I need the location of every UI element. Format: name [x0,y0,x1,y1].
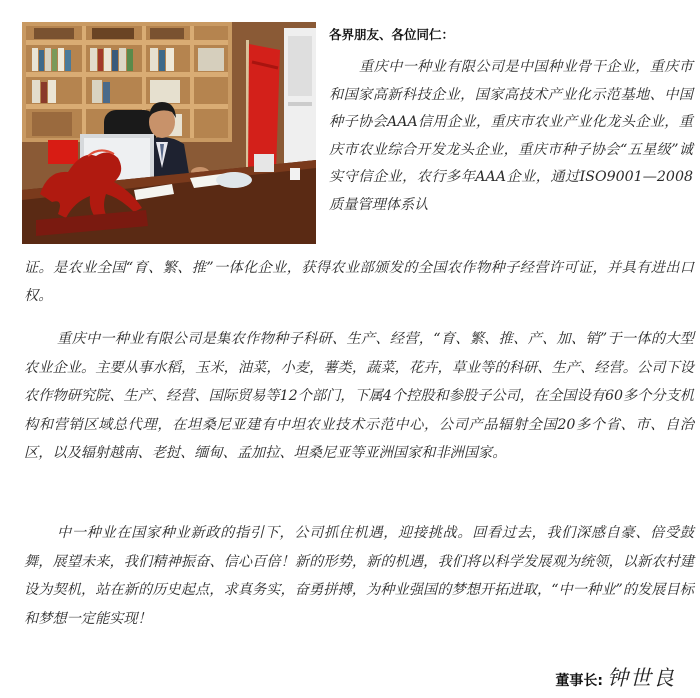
office-portrait-icon [22,22,316,244]
business-paragraph: 重庆中一种业有限公司是集农作物种子科研、生产、经营，“育、繁、推、产、加、销”于一体的大型农业企业。主要从事水稻，玉米，油菜，小麦，薯类，蔬菜，花卉，草业等的科研、生产、经营。公司下设农作物研究院、生产、经营、国际贸易等12个部门，下属4个控股和参股子公司，在全国设有60多个分支机构和营销区域总代理，在坦桑尼亚建有中坦农业技术示范中心，公司产品辐射全国20多个省、市、自治区，以及辐射越南、老挝、缅甸、孟加拉、坦桑尼亚等亚洲国家和非洲国家。 [24,331,694,462]
greeting: 各界朋友、各位同仁： [329,27,455,42]
intro-paragraph-part2: 证。是农业全国“育、繁、推”一体化企业，获得农业部颁发的全国农作物种子经营许可证，并具有进出口权。 [24,260,694,304]
chairman-office-photo [22,22,316,244]
outlook-paragraph: 中一种业在国家种业新政的指引下，公司抓住机遇，迎接挑战。回看过去，我们深感自豪、倍受鼓舞，展望未来，我们精神振奋、信心百倍！新的形势，新的机遇，我们将以科学发展观为统领，以新农村建设为契机，站在新的历史起点，求真务实，奋勇拼搏，为种业强国的梦想开拓进取，“中一种业”的发展目标和梦想一定能实现！ [24,525,694,627]
signature [555,662,676,692]
intro-paragraph-part1: 重庆中一种业有限公司是中国种业骨干企业，重庆市和国家高新科技企业，国家高技术产业化示范基地、中国种子协会AAA信用企业，重庆市农业产业化龙头企业，重庆市农业综合开发龙头企业，重庆市种子协会“五星级”诚实守信企业，农行多年AAA企业，通过ISO9001—2008质量管理体系认 [329,59,693,213]
signature-title: 董事长: [555,673,603,689]
signature-name: 钟世良 [607,666,676,690]
